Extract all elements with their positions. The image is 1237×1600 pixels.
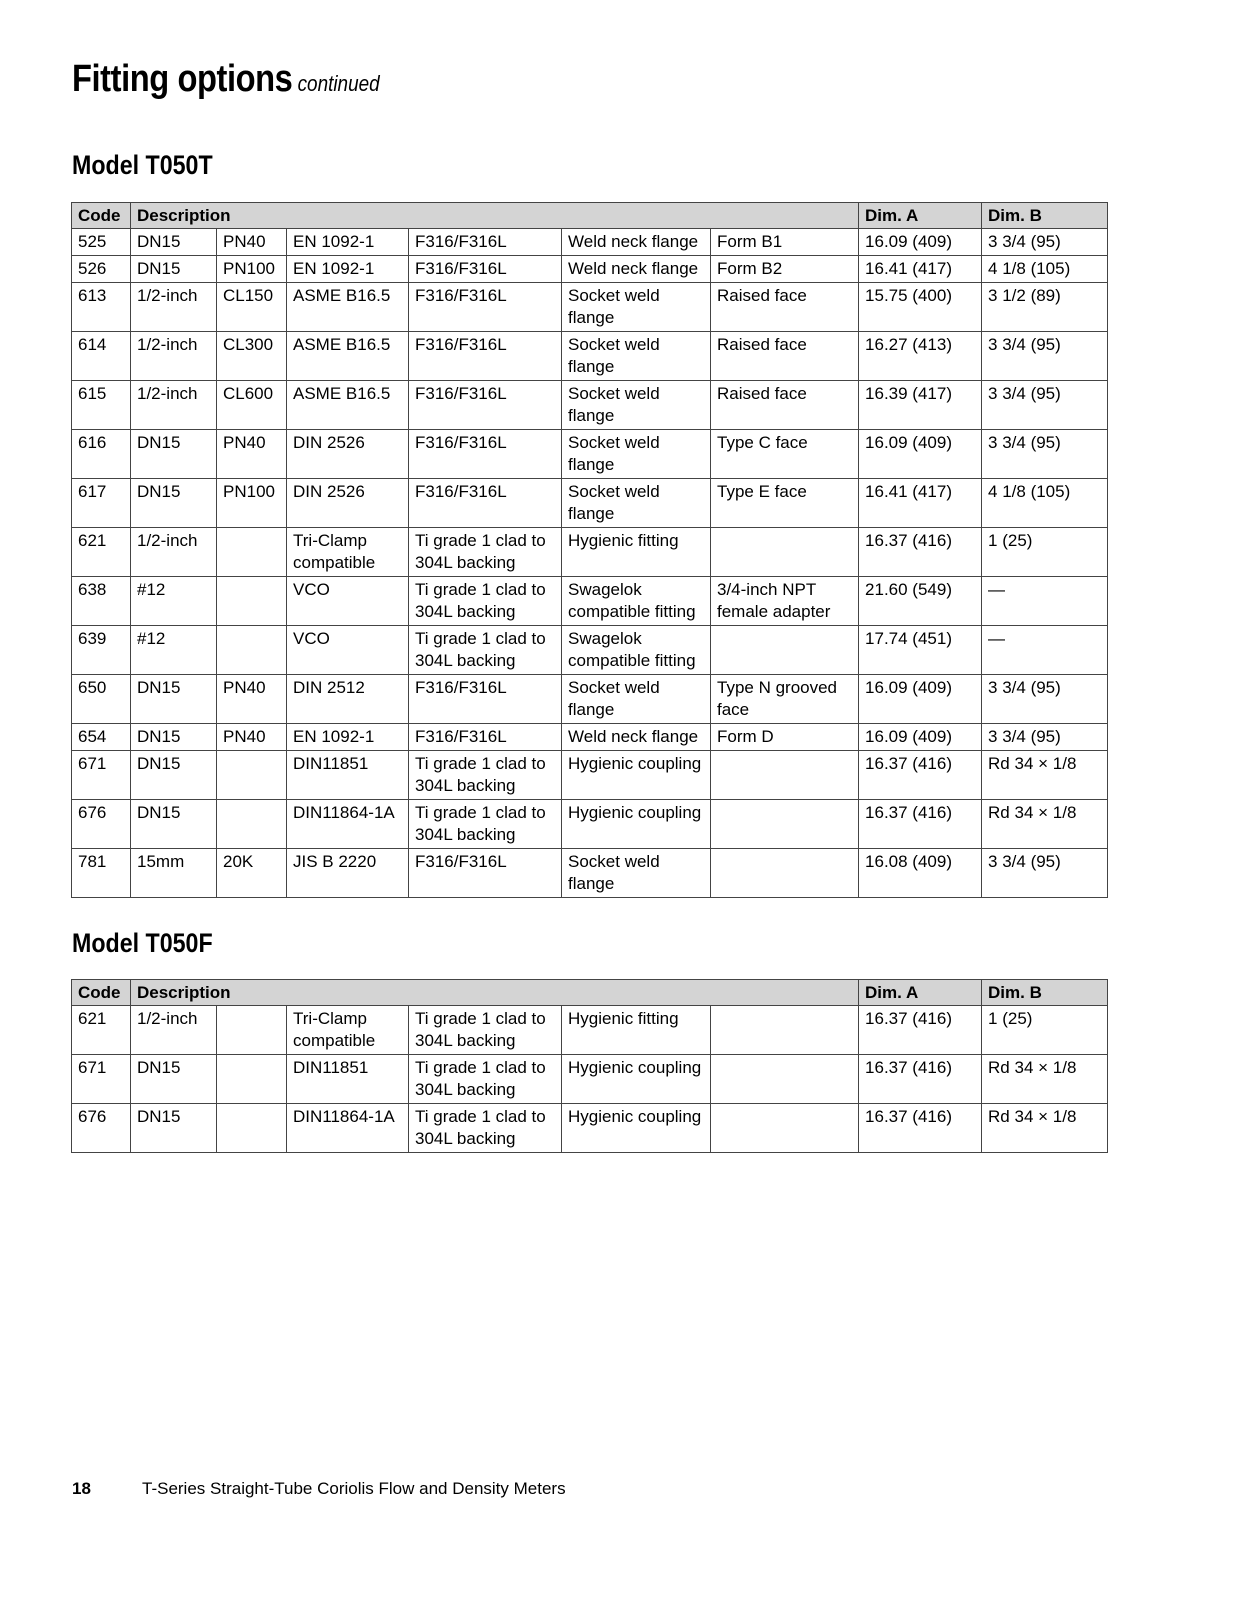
- cell-material: F316/F316L: [409, 479, 562, 528]
- table-row: [72, 283, 1108, 332]
- table-row: [72, 626, 1108, 675]
- cell-face: Raised face: [711, 332, 859, 381]
- cell-size: DN15: [131, 1055, 217, 1104]
- fitting-table-t050t: [71, 202, 1108, 898]
- cell-dim-a: 16.39 (417): [859, 381, 982, 430]
- cell-standard: ASME B16.5: [287, 283, 409, 332]
- cell-standard: DIN11851: [287, 1055, 409, 1104]
- cell-dim-b: 1 (25): [982, 528, 1108, 577]
- cell-rating: [217, 626, 287, 675]
- cell-code: 638: [72, 577, 131, 626]
- cell-dim-a: 21.60 (549): [859, 577, 982, 626]
- cell-dim-a: 15.75 (400): [859, 283, 982, 332]
- table-row: [72, 229, 1108, 256]
- cell-face: Type N grooved face: [711, 675, 859, 724]
- cell-rating: PN40: [217, 229, 287, 256]
- header-description: Description: [131, 980, 859, 1006]
- cell-fitting-type: Swagelok compatible fitting: [562, 626, 711, 675]
- cell-rating: [217, 751, 287, 800]
- cell-material: F316/F316L: [409, 283, 562, 332]
- cell-code: 617: [72, 479, 131, 528]
- cell-dim-a: 16.37 (416): [859, 751, 982, 800]
- cell-fitting-type: Weld neck flange: [562, 724, 711, 751]
- table-row: [72, 430, 1108, 479]
- cell-dim-b: 3 1/2 (89): [982, 283, 1108, 332]
- cell-code: 676: [72, 800, 131, 849]
- cell-face: Type C face: [711, 430, 859, 479]
- cell-dim-a: 16.37 (416): [859, 1104, 982, 1153]
- cell-face: 3/4-inch NPT female adapter: [711, 577, 859, 626]
- table-row: [72, 1055, 1108, 1104]
- cell-face: Raised face: [711, 381, 859, 430]
- cell-dim-a: 16.09 (409): [859, 430, 982, 479]
- cell-rating: [217, 528, 287, 577]
- cell-size: 1/2-inch: [131, 381, 217, 430]
- cell-size: DN15: [131, 229, 217, 256]
- cell-fitting-type: Hygienic coupling: [562, 1104, 711, 1153]
- cell-face: [711, 1006, 859, 1055]
- cell-dim-b: 1 (25): [982, 1006, 1108, 1055]
- cell-dim-a: 16.41 (417): [859, 479, 982, 528]
- cell-dim-b: 3 3/4 (95): [982, 381, 1108, 430]
- cell-rating: PN40: [217, 724, 287, 751]
- cell-standard: VCO: [287, 626, 409, 675]
- cell-code: 621: [72, 528, 131, 577]
- cell-size: DN15: [131, 479, 217, 528]
- cell-material: F316/F316L: [409, 430, 562, 479]
- cell-material: F316/F316L: [409, 849, 562, 898]
- cell-dim-a: 16.37 (416): [859, 528, 982, 577]
- cell-standard: DIN 2526: [287, 479, 409, 528]
- cell-code: 650: [72, 675, 131, 724]
- cell-size: DN15: [131, 724, 217, 751]
- cell-dim-b: 3 3/4 (95): [982, 849, 1108, 898]
- cell-code: 654: [72, 724, 131, 751]
- cell-material: Ti grade 1 clad to 304L backing: [409, 1055, 562, 1104]
- table-row: [72, 724, 1108, 751]
- cell-fitting-type: Socket weld flange: [562, 332, 711, 381]
- cell-material: Ti grade 1 clad to 304L backing: [409, 528, 562, 577]
- cell-dim-a: 16.08 (409): [859, 849, 982, 898]
- cell-fitting-type: Socket weld flange: [562, 479, 711, 528]
- cell-material: F316/F316L: [409, 675, 562, 724]
- cell-fitting-type: Hygienic fitting: [562, 528, 711, 577]
- header-dim-b: Dim. B: [982, 203, 1108, 229]
- cell-code: 671: [72, 1055, 131, 1104]
- fitting-table-t050f: [71, 979, 1108, 1153]
- header-description: Description: [131, 203, 859, 229]
- cell-material: Ti grade 1 clad to 304L backing: [409, 1006, 562, 1055]
- table-row: [72, 256, 1108, 283]
- table-row: [72, 479, 1108, 528]
- cell-size: 1/2-inch: [131, 1006, 217, 1055]
- cell-code: 639: [72, 626, 131, 675]
- cell-dim-b: 3 3/4 (95): [982, 332, 1108, 381]
- cell-material: F316/F316L: [409, 332, 562, 381]
- cell-dim-b: —: [982, 577, 1108, 626]
- header-dim-b: Dim. B: [982, 980, 1108, 1006]
- cell-standard: DIN11864-1A: [287, 1104, 409, 1153]
- cell-fitting-type: Socket weld flange: [562, 849, 711, 898]
- cell-code: 621: [72, 1006, 131, 1055]
- cell-dim-a: 16.09 (409): [859, 229, 982, 256]
- cell-fitting-type: Hygienic coupling: [562, 751, 711, 800]
- cell-rating: CL300: [217, 332, 287, 381]
- cell-face: [711, 1104, 859, 1153]
- table-row: [72, 381, 1108, 430]
- page-title-text: Fitting options: [72, 58, 293, 100]
- cell-face: [711, 528, 859, 577]
- cell-standard: ASME B16.5: [287, 381, 409, 430]
- cell-rating: [217, 800, 287, 849]
- cell-material: Ti grade 1 clad to 304L backing: [409, 577, 562, 626]
- cell-size: DN15: [131, 430, 217, 479]
- cell-face: [711, 800, 859, 849]
- cell-size: 1/2-inch: [131, 283, 217, 332]
- cell-dim-b: Rd 34 × 1/8: [982, 751, 1108, 800]
- cell-material: Ti grade 1 clad to 304L backing: [409, 751, 562, 800]
- cell-face: [711, 849, 859, 898]
- cell-code: 614: [72, 332, 131, 381]
- table-row: [72, 675, 1108, 724]
- cell-rating: [217, 577, 287, 626]
- cell-dim-b: 3 3/4 (95): [982, 229, 1108, 256]
- cell-fitting-type: Socket weld flange: [562, 675, 711, 724]
- table-header-row: [72, 980, 1108, 1006]
- cell-size: #12: [131, 577, 217, 626]
- cell-rating: [217, 1104, 287, 1153]
- cell-fitting-type: Socket weld flange: [562, 283, 711, 332]
- cell-dim-b: —: [982, 626, 1108, 675]
- cell-code: 615: [72, 381, 131, 430]
- cell-rating: PN40: [217, 675, 287, 724]
- cell-dim-a: 16.09 (409): [859, 675, 982, 724]
- cell-standard: DIN11851: [287, 751, 409, 800]
- table-row: [72, 751, 1108, 800]
- section-title-t050t: Model T050T: [72, 150, 213, 180]
- cell-dim-b: Rd 34 × 1/8: [982, 800, 1108, 849]
- cell-face: Type E face: [711, 479, 859, 528]
- cell-material: Ti grade 1 clad to 304L backing: [409, 800, 562, 849]
- header-dim-a: Dim. A: [859, 980, 982, 1006]
- cell-size: DN15: [131, 675, 217, 724]
- cell-size: DN15: [131, 751, 217, 800]
- cell-fitting-type: Swagelok compatible fitting: [562, 577, 711, 626]
- cell-rating: PN40: [217, 430, 287, 479]
- cell-fitting-type: Socket weld flange: [562, 381, 711, 430]
- cell-face: [711, 1055, 859, 1104]
- cell-standard: EN 1092-1: [287, 724, 409, 751]
- section-title-t050f: Model T050F: [72, 928, 213, 958]
- cell-face: Form B2: [711, 256, 859, 283]
- cell-standard: Tri-Clamp compatible: [287, 1006, 409, 1055]
- cell-material: Ti grade 1 clad to 304L backing: [409, 626, 562, 675]
- cell-dim-a: 17.74 (451): [859, 626, 982, 675]
- cell-dim-b: 3 3/4 (95): [982, 724, 1108, 751]
- cell-rating: CL150: [217, 283, 287, 332]
- cell-standard: JIS B 2220: [287, 849, 409, 898]
- cell-standard: EN 1092-1: [287, 229, 409, 256]
- cell-fitting-type: Hygienic coupling: [562, 800, 711, 849]
- page-title: [72, 58, 380, 101]
- cell-dim-b: Rd 34 × 1/8: [982, 1055, 1108, 1104]
- cell-dim-b: 4 1/8 (105): [982, 256, 1108, 283]
- cell-fitting-type: Hygienic fitting: [562, 1006, 711, 1055]
- table-row: [72, 528, 1108, 577]
- cell-code: 525: [72, 229, 131, 256]
- cell-material: F316/F316L: [409, 381, 562, 430]
- cell-standard: Tri-Clamp compatible: [287, 528, 409, 577]
- cell-dim-a: 16.27 (413): [859, 332, 982, 381]
- page-footer: [72, 1479, 566, 1499]
- cell-fitting-type: Socket weld flange: [562, 430, 711, 479]
- table-row: [72, 577, 1108, 626]
- footer-document-title: T-Series Straight-Tube Coriolis Flow and Density Meters: [142, 1479, 566, 1498]
- cell-fitting-type: Weld neck flange: [562, 256, 711, 283]
- header-dim-a: Dim. A: [859, 203, 982, 229]
- cell-rating: 20K: [217, 849, 287, 898]
- cell-face: Form D: [711, 724, 859, 751]
- cell-standard: DIN 2526: [287, 430, 409, 479]
- cell-dim-b: 3 3/4 (95): [982, 430, 1108, 479]
- cell-face: Form B1: [711, 229, 859, 256]
- cell-code: 671: [72, 751, 131, 800]
- cell-size: #12: [131, 626, 217, 675]
- cell-standard: DIN11864-1A: [287, 800, 409, 849]
- table-row: [72, 1104, 1108, 1153]
- page-number: 18: [72, 1479, 91, 1498]
- cell-rating: CL600: [217, 381, 287, 430]
- cell-face: [711, 751, 859, 800]
- cell-material: F316/F316L: [409, 256, 562, 283]
- cell-dim-b: 4 1/8 (105): [982, 479, 1108, 528]
- cell-dim-b: 3 3/4 (95): [982, 675, 1108, 724]
- cell-code: 676: [72, 1104, 131, 1153]
- cell-dim-a: 16.37 (416): [859, 1055, 982, 1104]
- cell-fitting-type: Weld neck flange: [562, 229, 711, 256]
- cell-fitting-type: Hygienic coupling: [562, 1055, 711, 1104]
- cell-size: 1/2-inch: [131, 332, 217, 381]
- cell-rating: [217, 1055, 287, 1104]
- cell-standard: EN 1092-1: [287, 256, 409, 283]
- table-row: [72, 849, 1108, 898]
- cell-material: F316/F316L: [409, 229, 562, 256]
- cell-code: 616: [72, 430, 131, 479]
- cell-standard: VCO: [287, 577, 409, 626]
- table-row: [72, 332, 1108, 381]
- cell-size: 15mm: [131, 849, 217, 898]
- cell-dim-b: Rd 34 × 1/8: [982, 1104, 1108, 1153]
- cell-standard: DIN 2512: [287, 675, 409, 724]
- cell-face: Raised face: [711, 283, 859, 332]
- cell-rating: PN100: [217, 256, 287, 283]
- cell-code: 781: [72, 849, 131, 898]
- table-body: [72, 1006, 1108, 1153]
- cell-standard: ASME B16.5: [287, 332, 409, 381]
- table-row: [72, 800, 1108, 849]
- cell-rating: PN100: [217, 479, 287, 528]
- cell-code: 613: [72, 283, 131, 332]
- cell-rating: [217, 1006, 287, 1055]
- cell-size: DN15: [131, 800, 217, 849]
- cell-size: DN15: [131, 1104, 217, 1153]
- header-code: Code: [72, 203, 131, 229]
- table-body: [72, 229, 1108, 898]
- cell-material: Ti grade 1 clad to 304L backing: [409, 1104, 562, 1153]
- cell-size: 1/2-inch: [131, 528, 217, 577]
- page-subtitle: continued: [297, 71, 380, 96]
- cell-face: [711, 626, 859, 675]
- cell-size: DN15: [131, 256, 217, 283]
- cell-dim-a: 16.09 (409): [859, 724, 982, 751]
- cell-material: F316/F316L: [409, 724, 562, 751]
- cell-dim-a: 16.37 (416): [859, 800, 982, 849]
- header-code: Code: [72, 980, 131, 1006]
- cell-code: 526: [72, 256, 131, 283]
- cell-dim-a: 16.37 (416): [859, 1006, 982, 1055]
- table-header-row: [72, 203, 1108, 229]
- table-row: [72, 1006, 1108, 1055]
- cell-dim-a: 16.41 (417): [859, 256, 982, 283]
